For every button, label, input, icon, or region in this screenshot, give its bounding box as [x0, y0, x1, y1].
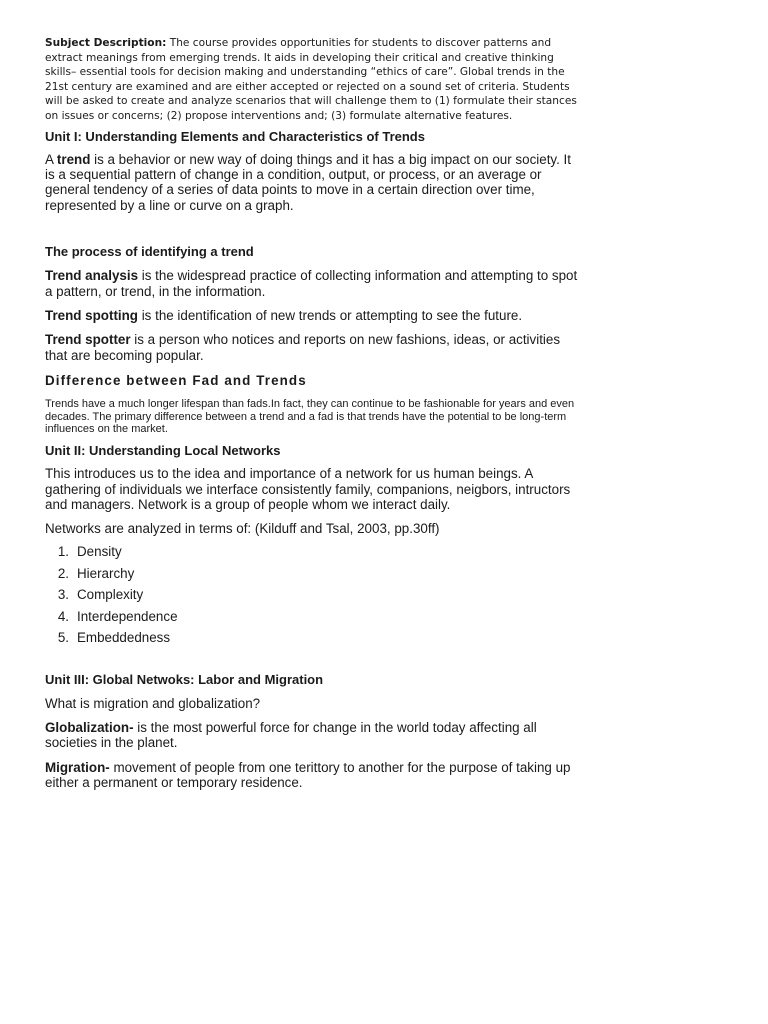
globalization-def: is the most powerful force for change in the world today affecting all societies in the planet.: [45, 719, 537, 751]
list-text: Interdependence: [77, 608, 178, 624]
process-heading: The process of identifying a trend: [45, 244, 254, 260]
trend-analysis-def: is the widespread practice of collecting information and attempting to spot a pattern, or trend, in the information.: [45, 268, 578, 299]
fad-trends-heading: Difference between Fad and Trends: [45, 373, 307, 389]
unit2-heading: Unit II: Understanding Local Networks: [45, 443, 281, 459]
trend-spotter-def: is a person who notices and reports on new fashions, ideas, or activities that are becoming popular.: [45, 332, 561, 363]
list-item: [45, 606, 735, 628]
fad-trends-text: Trends have a much longer lifespan than fads.In fact, they can continue to be fashionable for years and even decades. The primary difference between a trend and a fad is that trends have the potential to be long-term influences on the market.: [45, 398, 575, 436]
trend-analysis-term: Trend analysis: [45, 268, 139, 284]
globalization-term: Globalization-: [45, 719, 134, 735]
list-number: 4.: [57, 608, 69, 624]
trend-spotter-paragraph: [45, 332, 580, 363]
migration-question: What is migration and globalization?: [45, 695, 261, 711]
list-item: [45, 563, 735, 585]
network-intro: This introduces us to the idea and importance of a network for us human beings. A gathering of individuals we interface consistently family, companions, neigbors, intructors and managers. Network is a group of people whom we interact daily.: [45, 466, 571, 513]
list-number: 1.: [57, 544, 69, 560]
network-list: [45, 541, 735, 649]
list-text: Density: [77, 544, 122, 560]
migration-paragraph: [45, 760, 580, 791]
globalization-paragraph: [45, 720, 580, 751]
list-item: [45, 541, 735, 563]
trend-spotter-term: Trend spotter: [45, 332, 131, 348]
list-text: Complexity: [77, 587, 144, 603]
subject-description: [45, 36, 585, 124]
subject-text: The course provides opportunities for students to discover patterns and extract meanings from emerging trends. It aids in developing their critical and creative thinking skills– essential tools for decision making and understanding “ethics of care”. Global trends in the 21st century are examined and are either accepted or rejected on a sound set of criteria. Students will be asked to create and analyze scenarios that will challenge them to (1) formulate their stances on issues or concerns; (2) propose interventions and; (3) formulate alternative features.: [45, 37, 577, 122]
document-page: [45, 36, 735, 791]
unit3-heading: Unit III: Global Netwoks: Labor and Migration: [45, 671, 324, 687]
trend-spotting-def: is the identification of new trends or attempting to see the future.: [137, 308, 523, 323]
list-item: [45, 627, 735, 649]
list-text: Hierarchy: [77, 565, 135, 581]
subject-label: Subject Description:: [45, 37, 167, 49]
trend-spotting-term: Trend spotting: [45, 308, 138, 323]
trend-term: trend: [56, 151, 91, 167]
trend-analysis-paragraph: [45, 268, 580, 299]
trend-pre: A: [45, 151, 57, 167]
trend-spotting-paragraph: [45, 308, 580, 323]
trend-definition: [45, 152, 580, 214]
list-text: Embeddedness: [77, 630, 171, 646]
network-analyzed: Networks are analyzed in terms of: (Kilduff and Tsal, 2003, pp.30ff): [45, 520, 440, 536]
list-number: 2.: [57, 565, 69, 581]
migration-term: Migration-: [45, 759, 110, 775]
unit1-heading: Unit I: Understanding Elements and Characteristics of Trends: [45, 128, 425, 144]
trend-def: is a behavior or new way of doing things and it has a big impact on our society. It is a sequential pattern of change in a condition, output, or process, or an average or general tendency of a series of data points to move in a certain direction over time, represented by a line or curve on a graph.: [45, 151, 571, 213]
list-item: [45, 584, 735, 606]
list-number: 5.: [57, 630, 69, 646]
migration-def: movement of people from one terittory to another for the purpose of taking up either a permanent or temporary residence.: [45, 759, 571, 791]
list-number: 3.: [57, 587, 69, 603]
